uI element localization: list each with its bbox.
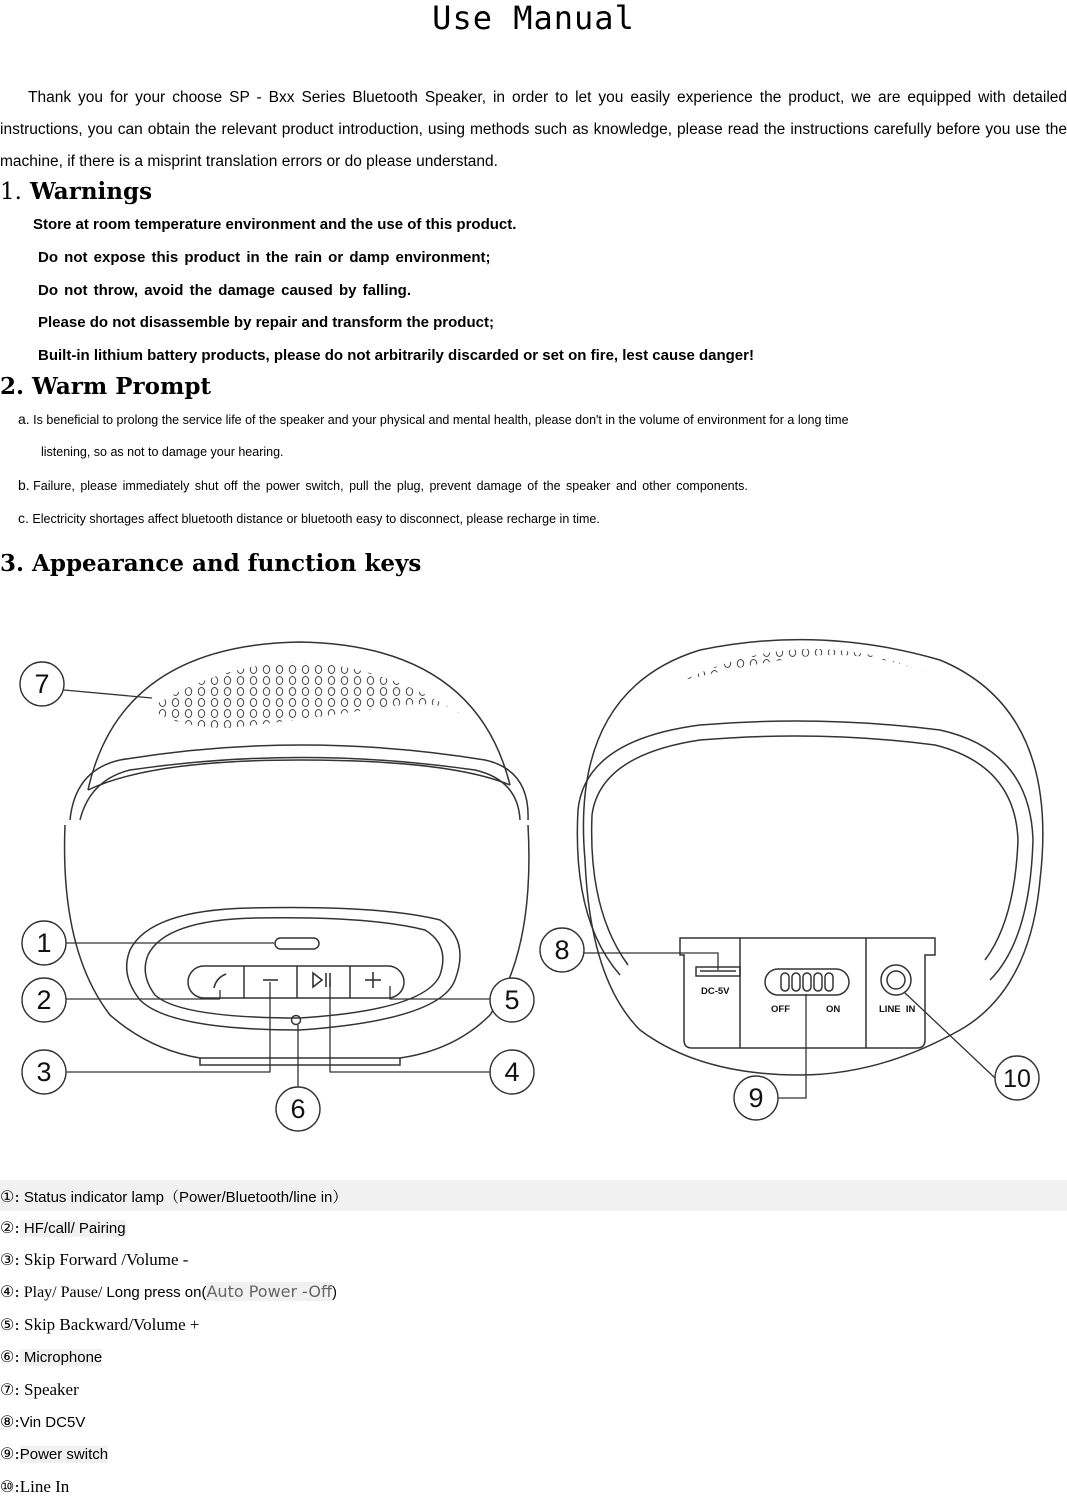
prompt-c: [18, 509, 600, 528]
switch-off-label: OFF: [771, 1004, 790, 1015]
legend-item-3: [0, 1249, 188, 1272]
legend-text: Speaker: [19, 1380, 79, 1399]
warning-item: Do not expose this product in the rain or damp environment;: [38, 249, 491, 266]
speaker-grille-left: [150, 663, 462, 728]
prompt-text: Is beneficial to prolong the service life of the speaker and your physical and mental health, please don't in the volume of environment for a long time: [33, 413, 849, 427]
callout-number: 3: [36, 1057, 52, 1087]
legend-symbol: ④:: [0, 1282, 20, 1301]
prompt-a: [18, 410, 849, 429]
legend-text: Vin DC5V: [19, 1414, 86, 1431]
callout-number: 10: [1003, 1065, 1031, 1093]
section-prompt-heading: [0, 373, 211, 401]
warning-item: Please do not disassemble by repair and transform the product;: [38, 314, 494, 331]
callout-number: 1: [36, 928, 52, 958]
section-warnings-heading: [0, 178, 152, 206]
legend-symbol: ③:: [0, 1250, 20, 1269]
legend-item-5: [0, 1314, 199, 1337]
prompt-text: Electricity shortages affect bluetooth distance or bluetooth easy to disconnect, please recharge in time.: [32, 512, 600, 526]
section-title: Appearance and function keys: [32, 550, 422, 577]
section-title: Warm Prompt: [32, 373, 212, 400]
legend-text: ): [332, 1284, 338, 1301]
legend-text: Skip Forward /Volume -: [19, 1250, 189, 1269]
legend-item-1: [0, 1186, 347, 1209]
warning-item: Store at room temperature environment and the use of this product.: [33, 216, 517, 233]
legend-text: Long press on(: [106, 1284, 207, 1301]
section-appearance-heading: [0, 550, 421, 578]
speaker-back: [577, 640, 1043, 1075]
callout-number: 7: [34, 669, 50, 699]
legend-symbol: ⑩:: [0, 1477, 20, 1496]
line-in-label: LINE IN: [879, 1004, 916, 1015]
warning-item: Do not throw, avoid the damage caused by falling.: [38, 282, 411, 299]
legend-symbol: ⑦:: [0, 1380, 20, 1399]
section-number: 1.: [0, 179, 22, 205]
legend-symbol: ②:: [0, 1218, 20, 1237]
legend-symbol: ⑧:: [0, 1412, 20, 1431]
callout-number: 5: [504, 985, 520, 1015]
speaker-grille-right: [680, 649, 937, 682]
section-number: 3.: [0, 550, 25, 577]
legend-item-7: [0, 1379, 79, 1402]
callout-number: 2: [36, 985, 52, 1015]
legend-text: HF/call/ Pairing: [19, 1220, 126, 1237]
page-title: Use Manual: [432, 0, 635, 37]
legend-text: Play/ Pause/: [19, 1284, 107, 1301]
prompt-marker: c.: [18, 510, 29, 526]
warning-item: Built-in lithium battery products, please do not arbitrarily discarded or set on fire, lest cause danger!: [38, 347, 754, 364]
legend-symbol: ①:: [0, 1187, 20, 1206]
legend-item-8: [0, 1411, 85, 1434]
phone-icon: [214, 974, 226, 988]
legend-symbol: ⑨:: [0, 1444, 20, 1463]
callout-number: 9: [748, 1083, 764, 1113]
legend-text: Power switch: [19, 1446, 109, 1463]
legend-text: Line In: [19, 1477, 70, 1496]
legend-item-9: [0, 1443, 108, 1466]
callout-number: 6: [290, 1094, 306, 1124]
legend-text: Skip Backward/Volume +: [19, 1315, 200, 1334]
callout-lines: [64, 690, 995, 1098]
legend-item-4: [0, 1281, 337, 1304]
callout-number: 4: [504, 1057, 520, 1087]
prompt-marker: a.: [18, 411, 30, 427]
legend-symbol: ⑤:: [0, 1315, 20, 1334]
callouts: [20, 662, 1039, 1131]
callout-numbers: [34, 669, 1030, 1124]
callout-number: 8: [554, 935, 570, 965]
legend-text: Status indicator lamp（Power/Bluetooth/line in）: [19, 1189, 348, 1206]
dc-port-label: DC-5V: [701, 986, 730, 997]
legend-item-6: [0, 1346, 102, 1369]
intro-text: Thank you for your choose SP - Bxx Series Bluetooth Speaker, in order to let you easily experience the product, we are equipped with detailed instructions, you can obtain the relevant product introduction, using methods such as knowledge, please read the instructions carefully before you use the machine, if there is a misprint translation errors or do please understand.: [0, 89, 1067, 170]
intro-paragraph: [0, 82, 1067, 178]
section-number: 2.: [0, 373, 25, 400]
legend-item-2: [0, 1217, 126, 1240]
speaker-diagram: [0, 620, 1067, 1140]
section-title: Warnings: [29, 178, 153, 205]
legend-text: Microphone: [19, 1349, 103, 1366]
legend-text-auto-off: Auto Power -Off: [206, 1282, 333, 1301]
prompt-text: Failure, please immediately shut off the power switch, pull the plug, prevent damage of the speaker and other components.: [33, 479, 748, 493]
legend-symbol: ⑥:: [0, 1347, 20, 1366]
switch-on-label: ON: [826, 1004, 841, 1015]
prompt-b: [18, 476, 748, 495]
prompt-marker: b.: [18, 477, 30, 493]
prompt-a-continued: listening, so as not to damage your hearing.: [41, 445, 284, 459]
play-pause-icon: [313, 973, 322, 987]
